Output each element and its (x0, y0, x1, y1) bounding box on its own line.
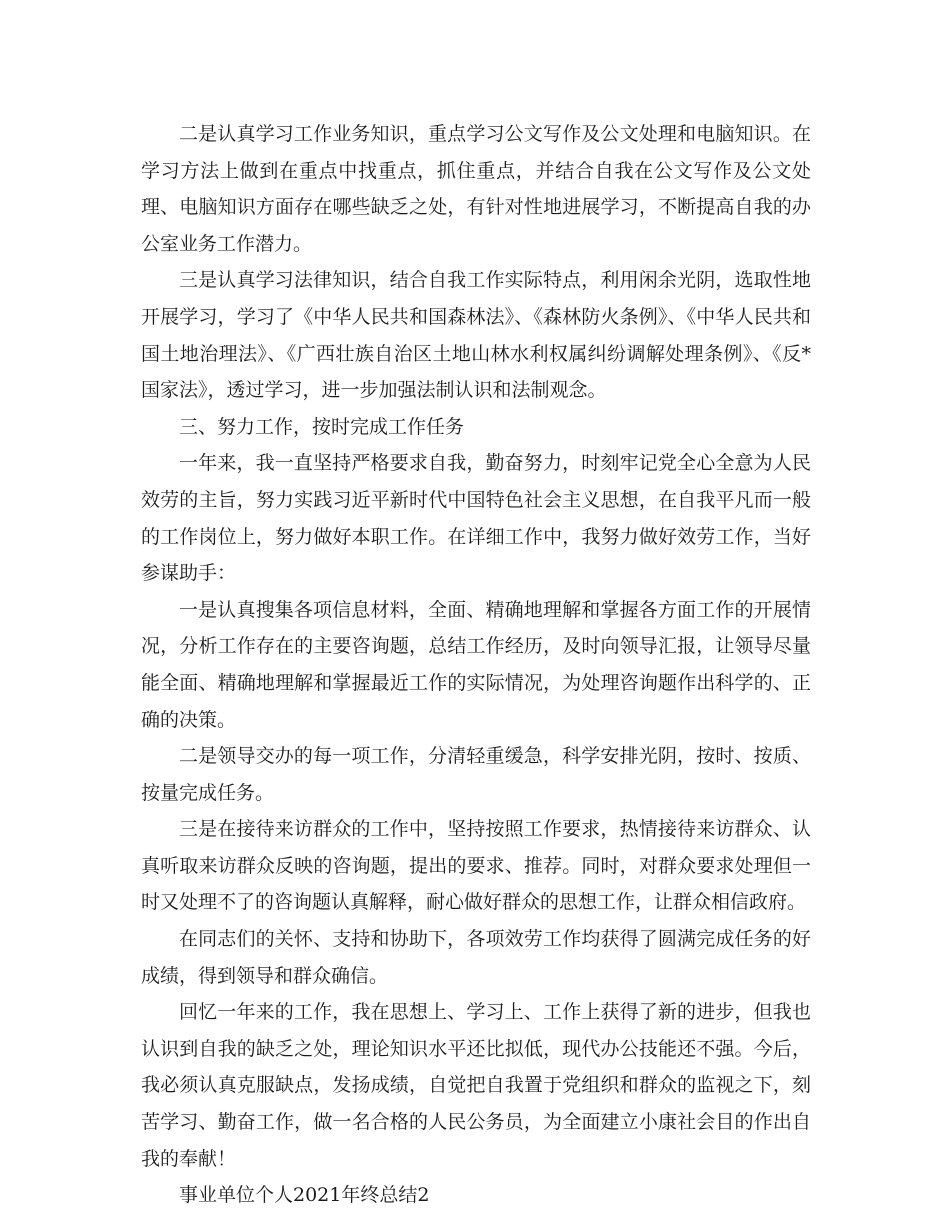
paragraph-colleague-support: 在同志们的关怀、支持和协助下，各项效劳工作均获得了圆满完成任务的好成绩，得到领导和群众确信。 (141, 928, 811, 987)
paragraph-study-law: 三是认真学习法律知识，结合自我工作实际特点，利用闲余光阴，选取性地开展学习，学习了《中华人民共和国森林法》、《森林防火条例》、《中华人民共和国土地治理法》、《广西壮族自治区土地山林水利权属纠纷调解处理条例》、《反*国家法》，透过学习，进一步加强法制认识和法制观念。 (141, 269, 811, 402)
paragraph-year-overview: 一年来，我一直坚持严格要求自我，勤奋努力，时刻牢记党全心全意为人民效劳的主旨，努力实践习近平新时代中国特色社会主义思想，在自我平凡而一般的工作岗位上，努力做好本职工作。在详细工作中，我努力做好效劳工作，当好参谋助手： (141, 452, 811, 585)
next-section-title: 事业单位个人2021年终总结2 (179, 1184, 430, 1207)
document-body (141, 116, 811, 1214)
paragraph-reflection: 回忆一年来的工作，我在思想上、学习上、工作上获得了新的进步，但我也认识到自我的缺乏之处，理论知识水平还比拟低，现代办公技能还不强。今后，我必须认真克服缺点，发扬成绩，自觉把自我置于党组织和群众的监视之下，刻苦学习、勤奋工作，做一名合格的人民公务员，为全面建立小康社会目的作出自我的奉献！ (141, 1001, 811, 1170)
paragraph-study-business: 二是认真学习工作业务知识，重点学习公文写作及公文处理和电脑知识。在学习方法上做到在重点中找重点，抓住重点，并结合自我在公文写作及公文处理、电脑知识方面存在哪些缺乏之处，有针对性地进展学习，不断提高自我的办公室业务工作潜力。 (141, 123, 811, 255)
paragraph-collect-information: 一是认真搜集各项信息材料，全面、精确地理解和掌握各方面工作的开展情况，分析工作存在的主要咨询题，总结工作经历，及时向领导汇报，让领导尽量能全面、精确地理解和掌握最近工作的实际情况，为处理咨询题作出科学的、正确的决策。 (141, 598, 811, 731)
paragraph-leader-tasks: 二是领导交办的每一项工作，分清轻重缓急，科学安排光阴，按时、按质、按量完成任务。 (141, 745, 811, 804)
section-heading-work-tasks: 三、努力工作，按时完成工作任务 (179, 415, 465, 438)
paragraph-receive-visitors: 三是在接待来访群众的工作中，坚持按照工作要求，热情接待来访群众、认真听取来访群众反映的咨询题，提出的要求、推荐。同时，对群众要求处理但一时又处理不了的咨询题认真解释，耐心做好群众的思想工作，让群众相信政府。 (141, 818, 811, 914)
